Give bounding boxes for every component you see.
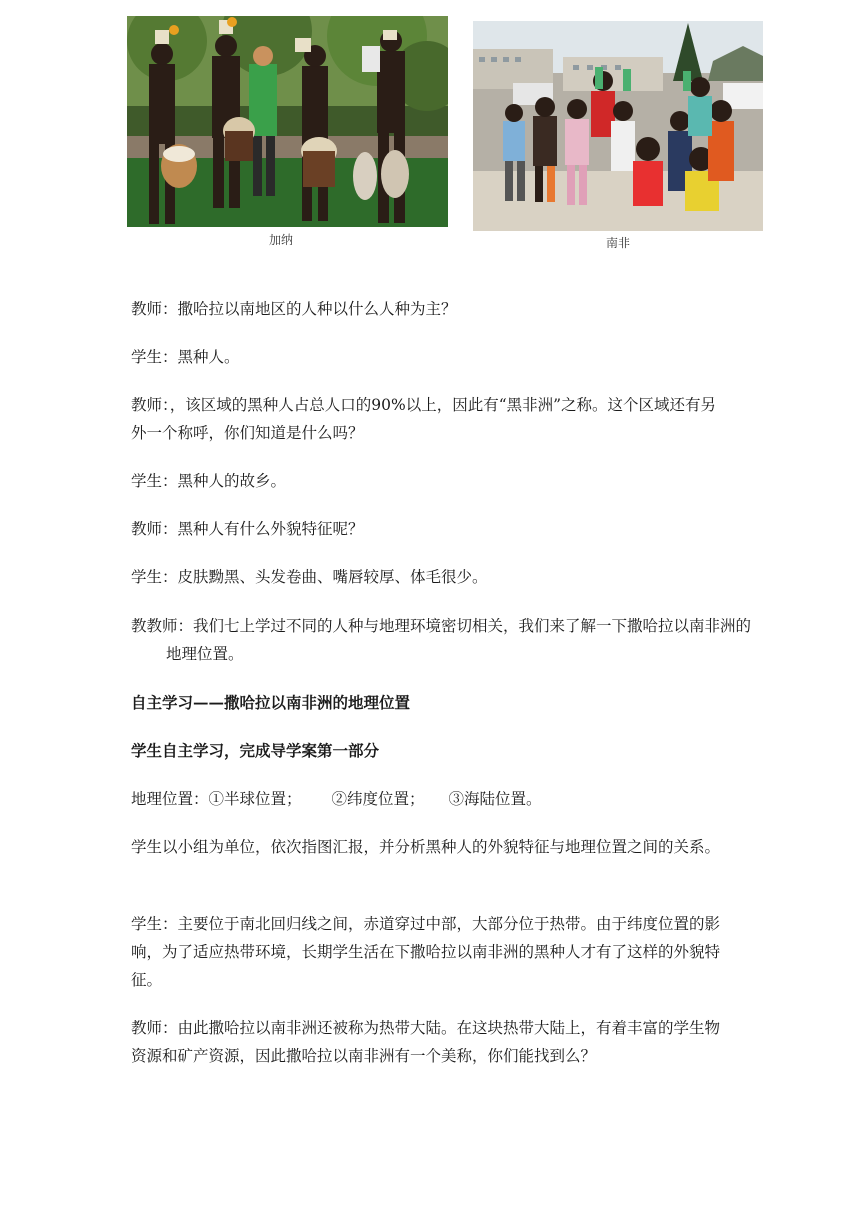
south-africa-caption: 南非: [605, 236, 630, 250]
paragraph-student-hometown: 学生：黑种人的故乡。: [131, 472, 287, 490]
paragraph-student-location: 学生：主要位于南北回归线之间，赤道穿过中部，大部分位于热带。由于纬度位置的影响，为了适应热带环境，长期学生活在下撒哈拉以南非洲的黑种人才有了这样的外貌特征。: [131, 915, 721, 989]
geo-hemisphere: 地理位置：①半球位置；: [131, 790, 302, 808]
geo-latitude: ②纬度位置；: [331, 790, 425, 808]
paragraph-teacher-black-africa: 教师：，该区域的黑种人占总人口的90%以上，因此有“黑非洲”之称。这个区域还有另外一个称呼，你们知道是什么吗？: [131, 396, 717, 442]
geo-land-sea: ③海陆位置。: [448, 790, 542, 808]
section-heading-worksheet: 学生自主学习，完成导学案第一部分: [131, 741, 380, 760]
paragraph-student-appearance: 学生：皮肤黝黑、头发卷曲、嘴唇较厚、体毛很少。: [131, 568, 488, 586]
paragraph-geo-location: [131, 785, 723, 813]
section-heading-self-study: 自主学习——撒哈拉以南非洲的地理位置: [131, 693, 411, 712]
paragraph-group-report: 学生以小组为单位，依次指图汇报，并分析黑种人的外貌特征与地理位置之间的关系。: [131, 838, 721, 856]
paragraph-teacher-tropical-continent: 教师：由此撒哈拉以南非洲还被称为热带大陆。在这块热带大陆上，有着丰富的学生物资源和矿产资源，因此撒哈拉以南非洲有一个美称，你们能找到么？: [131, 1019, 721, 1065]
south-africa-photo: [473, 21, 763, 231]
paragraph-teacher-location-intro: 教教师：我们七上学过不同的人种与地理环境密切相关，我们来了解一下撒哈拉以南非洲的地理位置。: [131, 617, 752, 663]
ghana-photo: [127, 16, 448, 227]
ghana-caption: 加纳: [268, 233, 293, 247]
paragraph-student-answer-race: 学生：黑种人。: [131, 348, 240, 366]
paragraph-teacher-question-race: 教师：撒哈拉以南地区的人种以什么人种为主？: [131, 300, 457, 318]
paragraph-teacher-appearance: 教师：黑种人有什么外貌特征呢？: [131, 520, 364, 538]
